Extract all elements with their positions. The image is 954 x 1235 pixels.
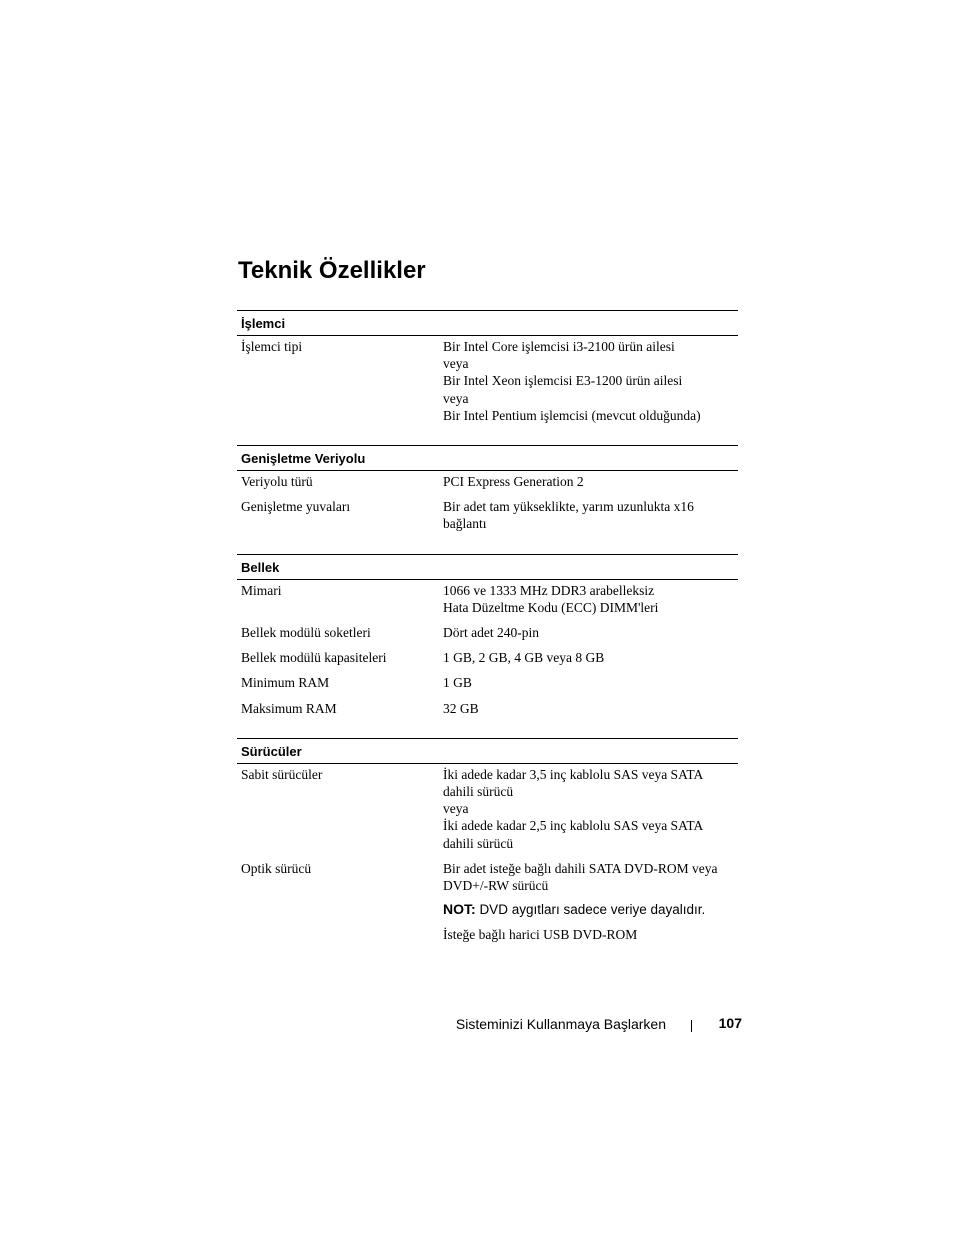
spec-value (443, 338, 738, 424)
spec-label: Sabit sürücüler (241, 766, 323, 782)
spec-row (237, 473, 738, 490)
spec-value-line: Bir Intel Xeon işlemcisi E3-1200 ürün ailesi (443, 373, 683, 389)
spec-value-line: dahili sürücü (443, 784, 514, 800)
spec-row (237, 624, 738, 641)
spec-value-line: İki adede kadar 2,5 inç kablolu SAS veya SATA (443, 818, 704, 834)
section-rows (237, 764, 738, 944)
section-rows (237, 580, 738, 717)
spec-label: İşlemci tipi (241, 339, 303, 354)
spec-row (237, 338, 738, 424)
spec-value-line: veya (443, 801, 469, 817)
spec-value-line: 1 GB, 2 GB, 4 GB veya 8 GB (443, 650, 605, 666)
spec-value (443, 473, 738, 490)
spec-value (443, 766, 738, 852)
spec-value-line: 1 GB (443, 675, 472, 691)
spec-value (443, 674, 738, 691)
spec-value-line: İsteğe bağlı harici USB DVD-ROM (443, 927, 638, 943)
spec-value-line: PCI Express Generation 2 (443, 474, 584, 490)
spec-value-line: Hata Düzeltme Kodu (ECC) DIMM'leri (443, 599, 659, 615)
spec-value (443, 582, 738, 616)
page-number: 107 (718, 1015, 742, 1031)
spec-label: Mimari (241, 582, 282, 598)
footer-title: Sisteminizi Kullanmaya Başlarken (455, 1016, 666, 1032)
spec-section (237, 310, 738, 424)
spec-value-line: Bir adet tam yükseklikte, yarım uzunlukta x16 (443, 499, 694, 515)
spec-value-line: veya (443, 356, 469, 372)
spec-row (237, 649, 738, 666)
spec-section (237, 445, 738, 533)
spec-section (237, 738, 738, 944)
spec-value-line: Bir Intel Core işlemcisi i3-2100 ürün ailesi (443, 339, 675, 354)
note-text: DVD aygıtları sadece veriye dayalıdır. (479, 902, 706, 918)
section-heading: Genişletme Veriyolu (237, 445, 738, 471)
spec-row (237, 700, 738, 717)
spec-value-line: dahili sürücü (443, 835, 514, 851)
spec-value (443, 700, 738, 717)
spec-row (237, 498, 738, 532)
spec-value (443, 860, 738, 944)
page-footer (0, 1014, 742, 1034)
spec-label: Veriyolu türü (241, 474, 313, 490)
spec-value (443, 624, 738, 641)
spec-row (237, 582, 738, 616)
note-label: NOT: (443, 901, 476, 918)
spec-value-line: 1066 ve 1333 MHz DDR3 arabelleksiz (443, 582, 655, 598)
spec-label: Genişletme yuvaları (241, 499, 351, 515)
spec-value-line: veya (443, 390, 469, 406)
section-heading: Sürücüler (237, 738, 738, 764)
spec-row (237, 674, 738, 691)
spec-value-line: Dört adet 240-pin (443, 625, 539, 641)
note (443, 900, 738, 919)
spec-row (237, 766, 738, 852)
spec-label: Bellek modülü kapasiteleri (241, 650, 387, 666)
spec-value-line: Bir Intel Pentium işlemcisi (mevcut olduğunda) (443, 407, 701, 423)
spec-label: Bellek modülü soketleri (241, 625, 371, 641)
page-title: Teknik Özellikler (238, 257, 426, 284)
section-rows (237, 336, 738, 424)
spec-value-line: DVD+/-RW sürücü (443, 878, 549, 894)
footer-separator (691, 1020, 692, 1032)
spec-value (443, 649, 738, 666)
spec-row (237, 860, 738, 944)
spec-section (237, 554, 738, 717)
spec-value-line: İki adede kadar 3,5 inç kablolu SAS veya SATA (443, 766, 704, 782)
spec-value-line: Bir adet isteğe bağlı dahili SATA DVD-ROM veya (443, 860, 718, 876)
spec-table (237, 310, 738, 964)
spec-label: Optik sürücü (241, 860, 312, 876)
spec-value-line: bağlantı (443, 516, 487, 532)
spec-value-line: 32 GB (443, 700, 479, 716)
section-heading: Bellek (237, 554, 738, 580)
section-rows (237, 471, 738, 533)
spec-value (443, 498, 738, 532)
spec-label: Maksimum RAM (241, 700, 337, 716)
section-heading: İşlemci (237, 310, 738, 336)
spec-label: Minimum RAM (241, 675, 330, 691)
